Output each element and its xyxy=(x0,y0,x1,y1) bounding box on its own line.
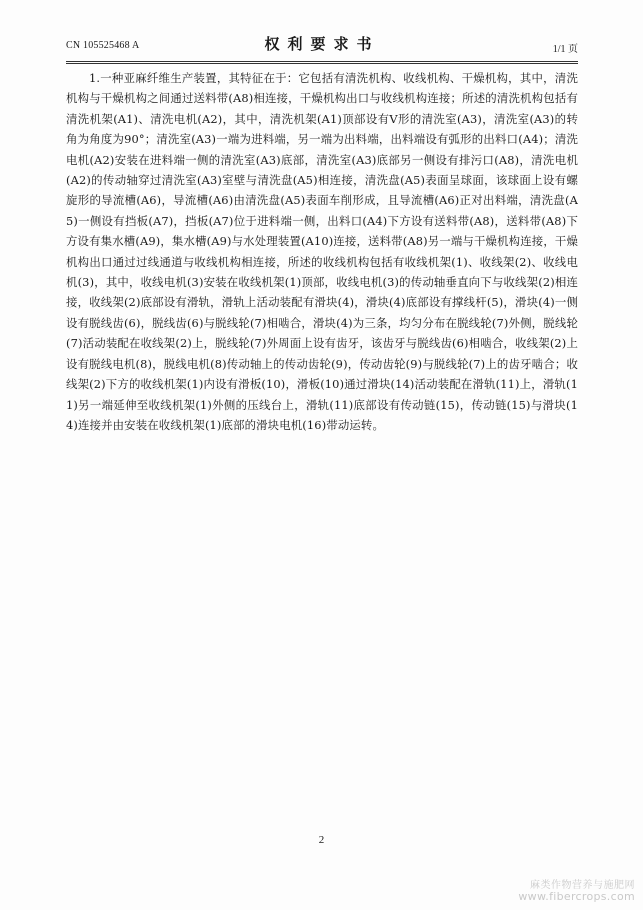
header-divider-secondary xyxy=(66,63,578,64)
page-number: 2 xyxy=(318,834,325,846)
page-count: 1/1 页 xyxy=(552,44,578,55)
page-header xyxy=(66,30,578,62)
header-divider xyxy=(66,61,578,62)
claims-section xyxy=(66,68,578,435)
publication-number: CN 105525468 A xyxy=(66,40,140,51)
watermark-site-name: 麻类作物营养与施肥网 xyxy=(530,880,635,891)
document-title: 权利要求书 xyxy=(264,35,380,53)
site-watermark xyxy=(518,880,635,902)
claim-1-text: 1.一种亚麻纤维生产装置，其特征在于：它包括有清洗机构、收线机构、干燥机构，其中，清洗机构与干燥机构之间通过送料带(A8)相连接，干燥机构出口与收线机构连接；所述的清洗机构包括有清洗机架(A1)、清洗电机(A2)，其中，清洗机架(A1)顶部设有V形的清洗室(A3)，清洗室(A3)的转角为角度为90°；清洗室(A3)一端为进料端，另一端为出料端，出料端设有弧形的出料口(A4)；清洗电机(A2)安装在进料端一侧的清洗室(A3)底部，清洗室(A3)底部另一侧设有排污口(A8)，清洗电机(A2)的传动轴穿过清洗室(A3)室壁与清洗盘(A5)相连接，清洗盘(A5)表面呈球面，该球面上设有螺旋形的导流槽(A6)，导流槽(A6)由清洗盘(A5)表面车削形成，且导流槽(A6)正对出料端，清洗盘(A5)一侧设有挡板(A7)，挡板(A7)位于进料端一侧，出料口(A4)下方设有送料带(A8)，送料带(A8)下方设有集水槽(A9)，集水槽(A9)与水处理装置(A10)连接，送料带(A8)另一端与干燥机构连接，干燥机构出口通过过线通道与收线机构相连接，所述的收线机构包括有收线机架(1)、收线架(2)、收线电机(3)，其中，收线电机(3)安装在收线机架(1)顶部，收线电机(3)的传动轴垂直向下与收线架(2)相连接，收线架(2)底部设有滑轨，滑轨上活动装配有滑块(4)，滑块(4)底部设有撑线杆(5)，滑块(4)一侧设有脱线齿(6)，脱线齿(6)与脱线轮(7)相啮合，滑块(4)为三条，均匀分布在脱线轮(7)外侧，脱线轮(7)活动装配在收线架(2)上，脱线轮(7)外周面上设有齿牙，该齿牙与脱线齿(6)相啮合，收线架(2)上设有脱线电机(8)，脱线电机(8)传动轴上的传动齿轮(9)，传动齿轮(9)与脱线轮(7)上的齿牙啮合；收线架(2)下方的收线机架(1)内设有滑板(10)，滑板(10)通过滑块(14)活动装配在滑轨(11)上，滑轨(11)另一端延伸至收线机架(1)外侧的压线台上，滑轨(11)底部设有传动链(15)，传动链(15)与滑块(14)连接并由安装在收线机架(1)底部的滑块电机(16)带动运转。 xyxy=(66,71,578,432)
watermark-site-url: www.fibercrops.com xyxy=(518,890,635,903)
